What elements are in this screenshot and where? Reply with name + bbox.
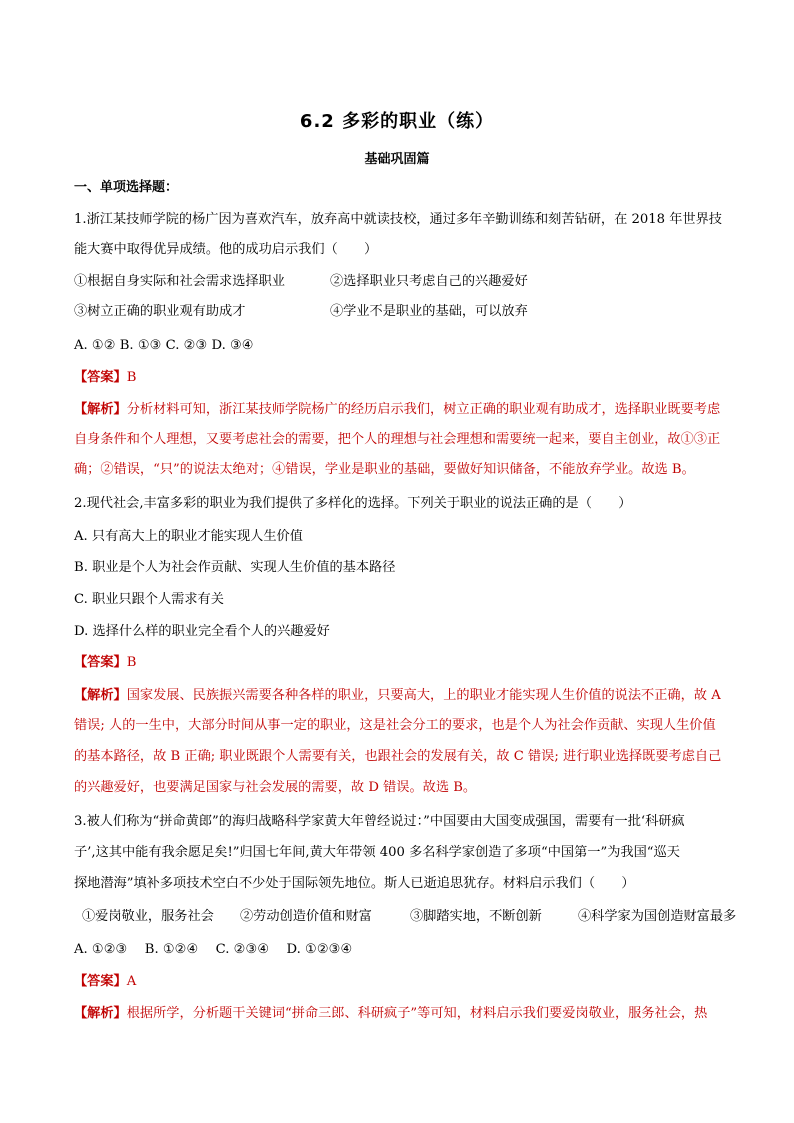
q2-analysis-text1: 国家发展、民族振兴需要各种各样的职业，只要高大，上的职业才能实现人生价值的说法不正确，故 A bbox=[126, 688, 721, 703]
q1-item2: ②选择职业只考虑自己的兴趣爱好 bbox=[330, 274, 528, 289]
q2-analysis-line3: 的基本路径，故 B 正确; 职业既跟个人需要有关，也跟社会的发展有关，故 C 错误; 进行职业选择既要考虑自己 bbox=[74, 749, 722, 764]
q3-item4: ④科学家为国创造财富最多 bbox=[578, 909, 737, 924]
q3-analysis-line1 bbox=[74, 1004, 724, 1024]
q2-option-c: C. 职业只跟个人需求有关 bbox=[74, 592, 224, 607]
q1-stem-line2: 能大赛中取得优异成绩。他的成功启示我们（ ） bbox=[74, 242, 378, 257]
q1-item4: ④学业不是职业的基础，可以放弃 bbox=[330, 304, 528, 319]
q2-answer-value: B bbox=[126, 655, 137, 670]
q2-option-a: A. 只有高大上的职业才能实现人生价值 bbox=[74, 529, 303, 544]
page-subtitle: 基础巩固篇 bbox=[364, 152, 430, 167]
q3-answer-tag: 【答案】 bbox=[74, 974, 127, 989]
q3-item1: ①爱岗敬业，服务社会 bbox=[82, 909, 214, 924]
q3-stem-line3: 探地潜海”填补多项技术空白不少处于国际领先地位。斯人已逝追思犹存。材料启示我们（ ） bbox=[74, 876, 635, 891]
q3-item3: ③脚踏实地，不断创新 bbox=[410, 909, 542, 924]
section-heading: 一、单项选择题： bbox=[74, 180, 179, 195]
q1-analysis-line1 bbox=[74, 400, 724, 420]
q1-analysis-text1: 分析材料可知，浙江某技师学院杨广的经历启示我们，树立正确的职业观有助成才，选择职业既要考虑 bbox=[126, 402, 721, 417]
q1-analysis-line3: 确；②错误，“只”的说法太绝对；④错误，学业是职业的基础，要做好知识储备，不能放弃学业。故选 B。 bbox=[74, 462, 695, 477]
q2-option-b: B. 职业是个人为社会作贡献、实现人生价值的基本路径 bbox=[74, 560, 396, 575]
q1-items-row1 bbox=[74, 272, 724, 292]
q3-stem-line1: 3.被人们称为“拼命黄郎”的海归战略科学家黄大年曾经说过：”中国要由大国变成强国，需要有一批‘科研疯 bbox=[74, 814, 685, 829]
q1-answer-value: B bbox=[126, 370, 137, 385]
q3-stem-line2: 子’,这其中能有我余愿足矣!”归国七年间,黄大年带领 400 多名科学家创造了多项“中国第一”为我国“巡天 bbox=[74, 845, 680, 860]
q1-answer bbox=[74, 368, 724, 388]
q3-answer-value: A bbox=[126, 974, 137, 989]
q1-item3: ③树立正确的职业观有助成才 bbox=[74, 304, 246, 319]
q2-stem: 2.现代社会,丰富多彩的职业为我们提供了多样化的选择。下列关于职业的说法正确的是（ ） bbox=[74, 496, 632, 511]
q3-analysis-tag: 【解析】 bbox=[74, 1006, 127, 1021]
q1-items-row2 bbox=[74, 302, 724, 322]
q3-items-row bbox=[74, 907, 737, 927]
q3-choices: A. ①②③ B. ①②④ C. ②③④ D. ①②③④ bbox=[74, 942, 353, 957]
q2-analysis-line2: 错误; 人的一生中，大部分时间从事一定的职业，这是社会分工的要求，也是个人为社会作贡献、实现人生价值 bbox=[74, 718, 716, 733]
q1-analysis-tag: 【解析】 bbox=[74, 402, 127, 417]
q1-answer-tag: 【答案】 bbox=[74, 370, 127, 385]
q3-item2: ②劳动创造价值和财富 bbox=[240, 909, 372, 924]
q1-choices: A. ①② B. ①③ C. ②③ D. ③④ bbox=[74, 338, 254, 353]
q2-analysis-line1 bbox=[74, 686, 724, 706]
q2-answer bbox=[74, 653, 724, 673]
q3-analysis-text1: 根据所学，分析题干关键词“拼命三郎、科研疯子”等可知，材料启示我们要爱岗敬业，服务社会，热 bbox=[126, 1006, 708, 1021]
q2-analysis-tag: 【解析】 bbox=[74, 688, 127, 703]
q1-item1: ①根据自身实际和社会需求选择职业 bbox=[74, 274, 285, 289]
q1-analysis-line2: 自身条件和个人理想，又要考虑社会的需要，把个人的理想与社会理想和需要统一起来，要自主创业，故①③正 bbox=[74, 432, 721, 447]
q2-answer-tag: 【答案】 bbox=[74, 655, 127, 670]
q2-option-d: D. 选择什么样的职业完全看个人的兴趣爱好 bbox=[74, 624, 330, 639]
q1-stem-line1: 1.浙江某技师学院的杨广因为喜欢汽车，放弃高中就读技校，通过多年辛勤训练和刻苦钻研，在 2018 年世界技 bbox=[74, 212, 722, 227]
page-title: 6.2 多彩的职业（练） bbox=[299, 111, 495, 132]
q2-analysis-line4: 的兴趣爱好，也要满足国家与社会发展的需要，故 D 错误。故选 B。 bbox=[74, 780, 477, 795]
q3-answer bbox=[74, 972, 724, 992]
